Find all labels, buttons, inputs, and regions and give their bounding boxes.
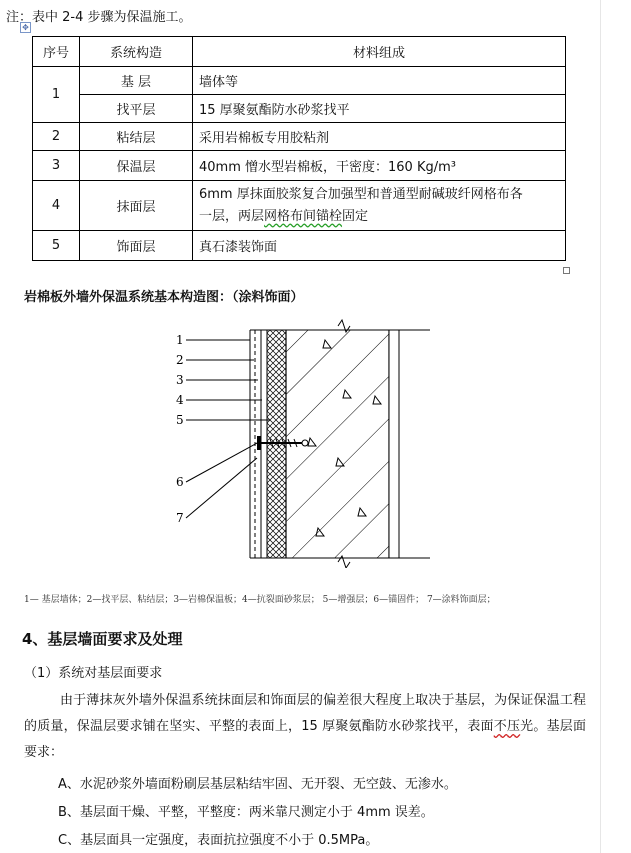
row-no: 4 [33, 181, 80, 231]
diagram-label-5: 5 [176, 413, 184, 427]
diagram-title: 岩棉板外墙外保温系统基本构造图：（涂料饰面） [24, 290, 304, 305]
row-material: 15 厚聚氨酯防水砂浆找平 [193, 95, 566, 123]
table-row [33, 181, 566, 231]
paragraph-part-c: 光。基层面要求： [24, 719, 586, 760]
paragraph-part-b: 不压 [493, 719, 521, 734]
table-row [33, 231, 566, 261]
header-material: 材料组成 [193, 37, 566, 67]
leader-lines [186, 340, 270, 518]
material-line-2c: 固定 [342, 208, 369, 224]
material-line-1: 6mm 厚抹面胶浆复合加强型和普通型耐碱玻纤网格布各 [199, 186, 523, 202]
material-line-2a: 一层，两层 [199, 208, 265, 224]
row-layer: 饰面层 [80, 231, 193, 261]
table-row [33, 95, 566, 123]
table-move-handle-icon[interactable]: ✥ [20, 22, 31, 33]
requirement-item-a: A、水泥砂浆外墙面粉刷层基层粘结牢固、无开裂、无空鼓、无渗水。 [58, 777, 457, 792]
diagram-label-2: 2 [176, 353, 184, 367]
diagram-label-4: 4 [176, 393, 184, 407]
table-row [33, 67, 566, 95]
row-material: 采用岩棉板专用胶粘剂 [193, 123, 566, 151]
row-material [193, 181, 566, 231]
section-subheading: （1）系统对基层面要求 [24, 666, 163, 681]
row-layer: 找平层 [80, 95, 193, 123]
header-layer: 系统构造 [80, 37, 193, 67]
inner-plaster [389, 330, 399, 558]
diagram-legend: 1— 基层墙体；2—找平层、粘结层；3—岩棉保温板；4—抗裂面砂浆层； 5—增强层；6—锚固件； 7—涂料饰面层； [24, 595, 496, 605]
row-material: 真石漆装饰面 [193, 231, 566, 261]
table-row [33, 123, 566, 151]
section-heading: 4、基层墙面要求及处理 [22, 630, 183, 648]
material-line-2b: 网格布间锚栓 [264, 208, 343, 224]
diagram-label-1: 1 [176, 333, 184, 347]
table-resize-handle[interactable] [563, 267, 570, 274]
table-header-row [33, 37, 566, 67]
table-note: 注：表中 2-4 步骤为保温施工。 [6, 10, 192, 25]
requirement-item-c: C、基层面具一定强度，表面抗拉强度不小于 0.5MPa。 [58, 833, 379, 848]
row-layer: 粘结层 [80, 123, 193, 151]
row-no: 1 [33, 67, 80, 123]
page-edge [600, 0, 601, 853]
row-no: 5 [33, 231, 80, 261]
header-no: 序号 [33, 37, 80, 67]
diagram-label-7: 7 [176, 511, 184, 525]
requirement-item-b: B、基层面干燥、平整，平整度：两米靠尺测定小于 4mm 误差。 [58, 805, 434, 820]
wall-construction-diagram [150, 318, 440, 568]
table-row [33, 151, 566, 181]
row-layer: 抹面层 [80, 181, 193, 231]
row-material: 墙体等 [193, 67, 566, 95]
paragraph-part-a: 由于薄抹灰外墙外保温系统抹面层和饰面层的偏差很大程度上取决于基层，为保证保温工程的质量，保温层要求铺在坚实、平整的表面上，15 厚聚氨酯防水砂浆找平，表面 [24, 693, 586, 734]
row-no: 2 [33, 123, 80, 151]
row-no: 3 [33, 151, 80, 181]
diagram-label-3: 3 [176, 373, 184, 387]
section-paragraph [24, 688, 586, 766]
row-layer: 基 层 [80, 67, 193, 95]
row-layer: 保温层 [80, 151, 193, 181]
diagram-label-6: 6 [176, 475, 184, 489]
construction-table [32, 36, 566, 261]
row-material: 40mm 憎水型岩棉板，干密度：160 Kg/m³ [193, 151, 566, 181]
